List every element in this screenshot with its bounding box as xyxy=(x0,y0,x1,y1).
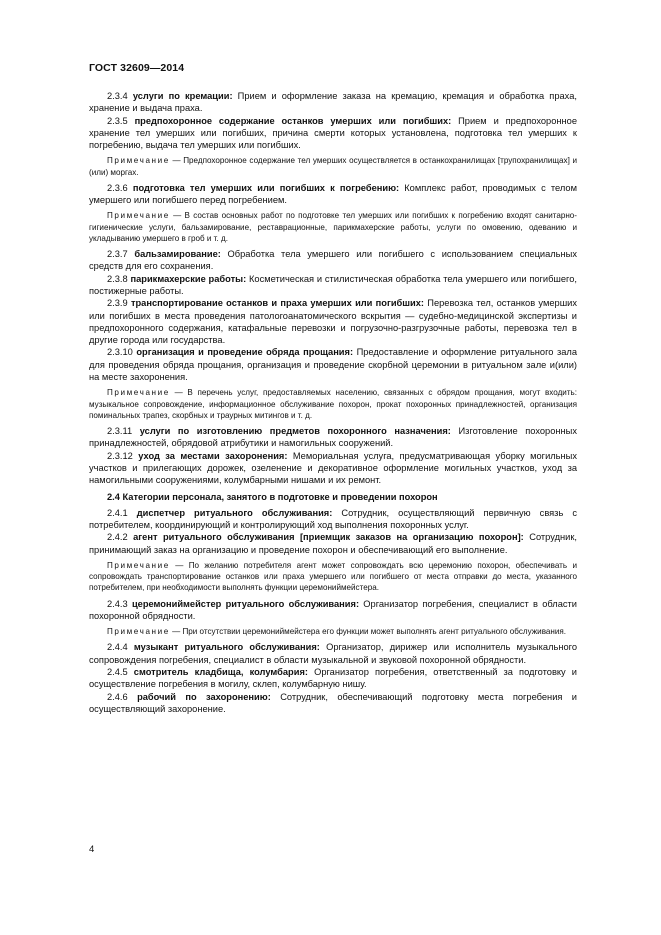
definition-2-4-2: 2.4.2 агент ритуального обслуживания [приемщик заказов на организацию похорон]: Сотрудник, принимающий заказ на организацию и проведение похорон и обеспечивающий его выполнение. xyxy=(89,532,577,555)
definition-2-4-5: 2.4.5 смотритель кладбища, колумбария: Организатор погребения, ответственный за подготовку и осуществление погребения в могилу, склеп, колумбарную нишу. xyxy=(89,666,577,690)
document-body xyxy=(89,90,577,715)
definition-2-4-1: 2.4.1 диспетчер ритуального обслуживания: Сотрудник, осуществляющий первичную связь с потребителем, координирующий и контролирующий ход выполнения похоронных услуг. xyxy=(89,507,577,531)
note-2-4-3: Примечание — При отсутствии церемониймейстера его функции может выполнять агент ритуального обслуживания. xyxy=(107,627,567,637)
page-number: 4 xyxy=(89,844,95,855)
document-header: ГОСТ 32609—2014 xyxy=(89,62,185,74)
definition-2-3-9: 2.3.9 транспортирование останков и праха умерших или погибших: Перевозка тел, останков умерших или погибших в места проведения патологоанатомического вскрытия — судебно-медицинской экспертизы и предпохоронного содержания, катафальные перевозки и погрузочно-разгрузочные работы, перевозка тел в другие города или государства. xyxy=(89,298,577,346)
definition-2-3-4: 2.3.4 услуги по кремации: Прием и оформление заказа на кремацию, кремация и обработка праха, хранение и выдача праха. xyxy=(89,91,577,114)
definition-2-4-3: 2.4.3 церемониймейстер ритуального обслуживания: Организатор погребения, специалист в области похоронной обрядности. xyxy=(89,598,578,621)
definition-2-3-8: 2.3.8 парикмахерские работы: Косметическая и стилистическая обработка тела умершего или погибшего, постижерные работы. xyxy=(89,273,578,296)
note-2-3-10: Примечание — В перечень услуг, предоставляемых населению, связанных с обрядом прощания, могут входить: музыкальное сопровождение, информационное обслуживание похорон, прокат похоронных принадлежностей, организация поминальных трапез, скорбных и траурных митингов и т. д. xyxy=(89,388,577,420)
section-heading-2-4: 2.4 Категории персонала, занятого в подготовке и проведении похорон xyxy=(107,492,438,503)
note-2-3-6: Примечание — В состав основных работ по подготовке тел умерших или погибших к погребению входят санитарно-гигиенические услуги, бальзамирование, реставрационные, парикмахерские работы, услуги по омовению, одеванию и укладыванию умершего в гроб и т. д. xyxy=(89,211,577,243)
definition-2-3-11: 2.3.11 услуги по изготовлению предметов похоронного назначения: Изготовление похоронных принадлежностей, обрядовой атрибутики и намогильных сооружений. xyxy=(89,425,577,449)
definition-2-3-6: 2.3.6 подготовка тел умерших или погибших к погребению: Комплекс работ, проводимых с телом умершего или погибшего перед погребением. xyxy=(89,182,577,206)
definition-2-4-4: 2.4.4 музыкант ритуального обслуживания: Организатор, дирижер или исполнитель музыкального сопровождения погребения, специалист в области музыкальной и звуковой похоронной обрядности. xyxy=(89,642,577,665)
definition-2-3-5: 2.3.5 предпохоронное содержание останков умерших или погибших: Прием и предпохоронное хранение тел умерших или погибших, причина смерти которых установлена, подготовка тел умерших к погребению, выдача тел умерших или погибших. xyxy=(89,115,577,151)
definition-2-3-12: 2.3.12 уход за местами захоронения: Мемориальная услуга, предусматривающая уборку могильных участков и прилегающих дорожек, озеленение и декоративное оформление могильных участков, уход за намогильными сооружениями, колумбарными нишами и их ремонт. xyxy=(89,450,577,486)
definition-2-4-6: 2.4.6 рабочий по захоронению: Сотрудник, обеспечивающий подготовку места погребения и осуществляющий захоронение. xyxy=(89,691,577,714)
note-2-4-2: Примечание — По желанию потребителя агент может сопровождать всю церемонию похорон, обеспечивать и сопровождать транспортирование останков или праха умершего или погибшего от места отправки до места, указанного потребителем, при необходимости выполнять функции церемониймейстера. xyxy=(89,560,577,593)
definition-2-3-10: 2.3.10 организация и проведение обряда прощания: Предоставление и оформление ритуального зала для проведения обряда прощания, организация и проведение скорбной церемонии в ритуальном зале и(или) на месте захоронения. xyxy=(89,347,577,383)
definition-2-3-7: 2.3.7 бальзамирование: Обработка тела умершего или погибшего с использованием специальных средств для его сохранения. xyxy=(89,249,577,272)
note-2-3-5: Примечание — Предпохоронное содержание тел умерших осуществляется в останкохранилищах [трупохранилищах] и (или) моргах. xyxy=(89,156,577,177)
